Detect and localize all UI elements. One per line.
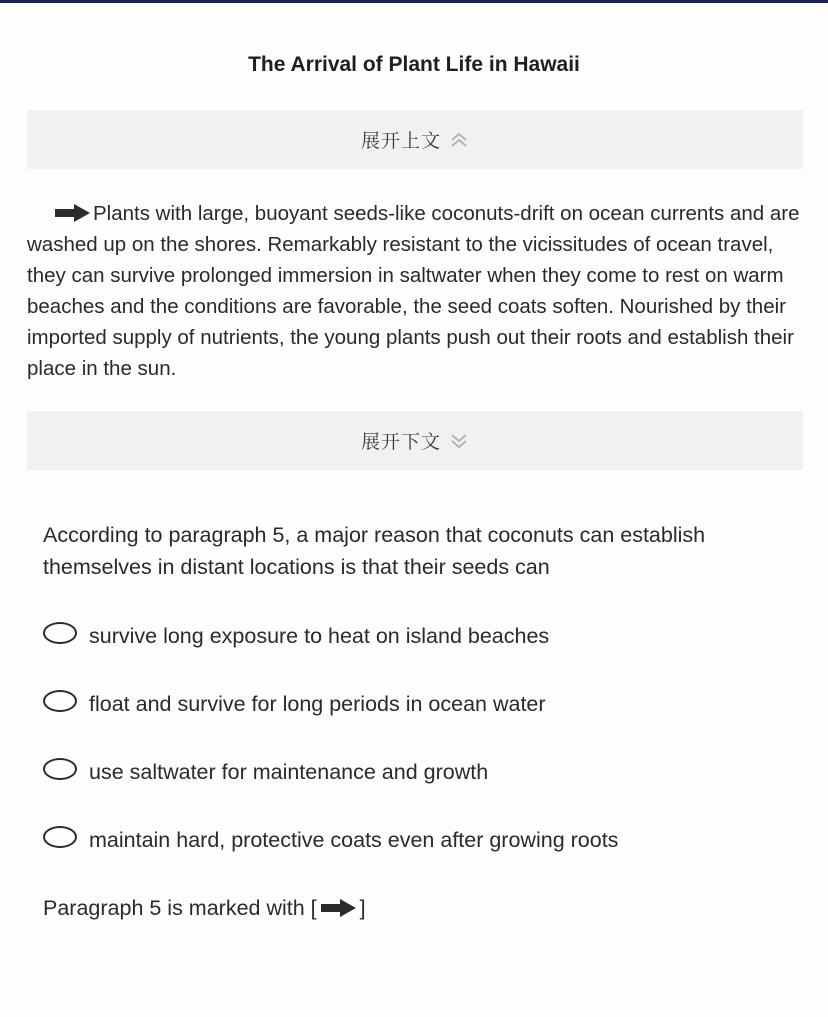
radio-button[interactable]	[43, 826, 77, 848]
question-prompt: According to paragraph 5, a major reason that coconuts can establish themselves in distant locations is that their seeds can	[43, 523, 706, 579]
paragraph-5	[27, 198, 807, 384]
answer-option-label: maintain hard, protective coats even after growing roots	[89, 828, 619, 852]
radio-button[interactable]	[43, 758, 77, 780]
page-title: The Arrival of Plant Life in Hawaii	[248, 53, 580, 76]
double-chevron-down-icon	[449, 431, 469, 451]
top-rule	[0, 0, 828, 3]
answer-option-3[interactable]	[43, 755, 803, 789]
radio-button[interactable]	[43, 622, 77, 644]
radio-button[interactable]	[43, 690, 77, 712]
answer-option-2[interactable]	[43, 687, 803, 721]
right-arrow-icon	[320, 898, 358, 918]
answer-option-4[interactable]	[43, 823, 803, 857]
answer-option-label: float and survive for long periods in ocean water	[89, 692, 546, 716]
expand-previous-button[interactable]	[27, 110, 803, 169]
expand-next-label: 展开下文	[360, 431, 441, 453]
note-suffix: ]	[359, 896, 366, 920]
answer-option-1[interactable]	[43, 619, 803, 653]
paragraph-text: Plants with large, buoyant seeds-like coconuts-drift on ocean currents and are washed up on the shores. Remarkably resistant to the vicissitudes of ocean travel, they can survive prolonged immersion in saltwater when they come to rest on warm beaches and the conditions are favorable, the seed coats soften. Nourished by their imported supply of nutrients, the young plants push out their roots and establish their place in the sun.	[27, 202, 800, 380]
answer-option-label: use saltwater for maintenance and growth	[89, 760, 489, 784]
paragraph-marker-note	[43, 892, 366, 924]
expand-previous-label: 展开上文	[360, 130, 441, 152]
right-arrow-icon	[55, 203, 91, 223]
answer-option-label: survive long exposure to heat on island beaches	[89, 624, 550, 648]
note-prefix: Paragraph 5 is marked with [	[43, 896, 317, 920]
expand-next-button[interactable]	[27, 411, 803, 470]
double-chevron-up-icon	[449, 130, 469, 150]
